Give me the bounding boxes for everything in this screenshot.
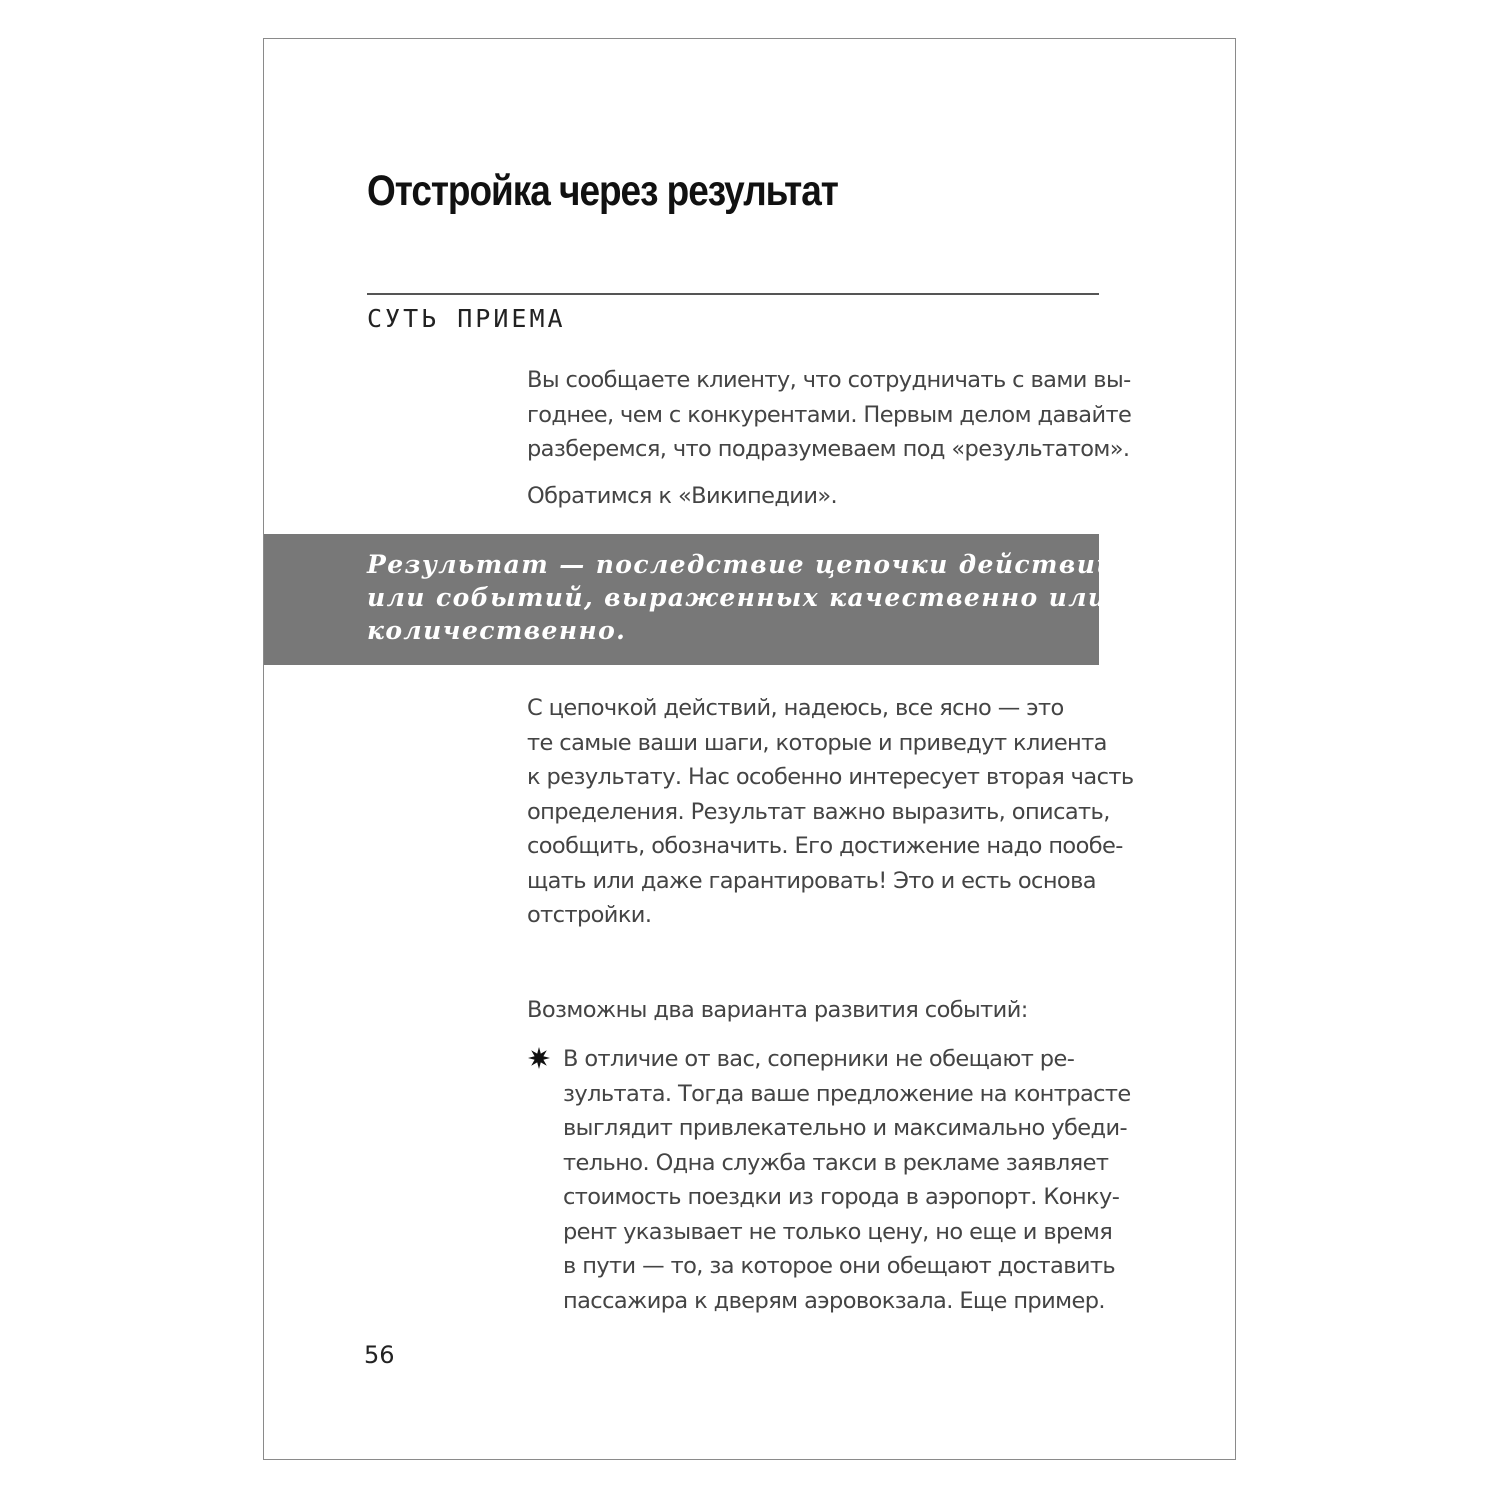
wiki-paragraph — [527, 479, 1099, 514]
book-page — [263, 38, 1236, 1460]
section-divider — [367, 293, 1099, 295]
intro-line: разберемся, что подразумеваем под «результатом». — [527, 436, 1130, 462]
bullet-text — [563, 1042, 1131, 1318]
wiki-line: Обратимся к «Википедии». — [527, 483, 838, 509]
bullet-line: выглядит привлекательно и максимально убеди- — [563, 1115, 1127, 1141]
explanation-paragraph — [527, 691, 1134, 933]
bullet-line: в пути — то, за которое они обещают доставить — [563, 1253, 1116, 1279]
variants-intro — [527, 993, 1099, 1028]
bullet-line: стоимость поездки из города в аэропорт. Конку- — [563, 1184, 1120, 1210]
explanation-line: щать или даже гарантировать! Это и есть основа — [527, 867, 1096, 894]
bullet-line: тельно. Одна служба такси в рекламе заявляет — [563, 1149, 1109, 1176]
section-label: СУТЬ ПРИЕМА — [367, 304, 566, 333]
definition-line: Результат — последствие цепочки действий — [367, 550, 1116, 579]
explanation-line: те самые ваши шаги, которые и приведут клиента — [527, 729, 1107, 756]
explanation-line: отстройки. — [527, 902, 652, 928]
page-number: 56 — [364, 1341, 395, 1369]
intro-line: годнее, чем с конкурентами. Первым делом давайте — [527, 401, 1132, 428]
star-burst-icon — [527, 1046, 551, 1070]
definition-line: количественно. — [367, 616, 627, 645]
definition-quote — [367, 548, 1116, 647]
bullet-line: пассажира к дверям аэровокзала. Еще пример. — [563, 1287, 1105, 1314]
bullet-line: В отличие от вас, соперники не обещают ре- — [563, 1046, 1075, 1072]
bullet-line: зультата. Тогда ваше предложение на контрасте — [563, 1080, 1131, 1107]
variants-intro-line: Возможны два варианта развития событий: — [527, 997, 1028, 1023]
definition-line: или событий, выраженных качественно или — [367, 583, 1108, 612]
explanation-line: С цепочкой действий, надеюсь, все ясно — это — [527, 695, 1064, 721]
explanation-line: сообщить, обозначить. Его достижение надо пообе- — [527, 833, 1123, 859]
page-title: Отстройка через результат — [367, 167, 838, 215]
explanation-line: определения. Результат важно выразить, описать, — [527, 798, 1110, 825]
definition-quote-box — [264, 534, 1116, 665]
explanation-line: к результату. Нас особенно интересует вторая часть — [527, 764, 1134, 790]
intro-line: Вы сообщаете клиенту, что сотрудничать с вами вы- — [527, 367, 1131, 393]
intro-paragraph — [527, 363, 1132, 467]
bullet-line: рент указывает не только цену, но еще и время — [563, 1218, 1113, 1245]
